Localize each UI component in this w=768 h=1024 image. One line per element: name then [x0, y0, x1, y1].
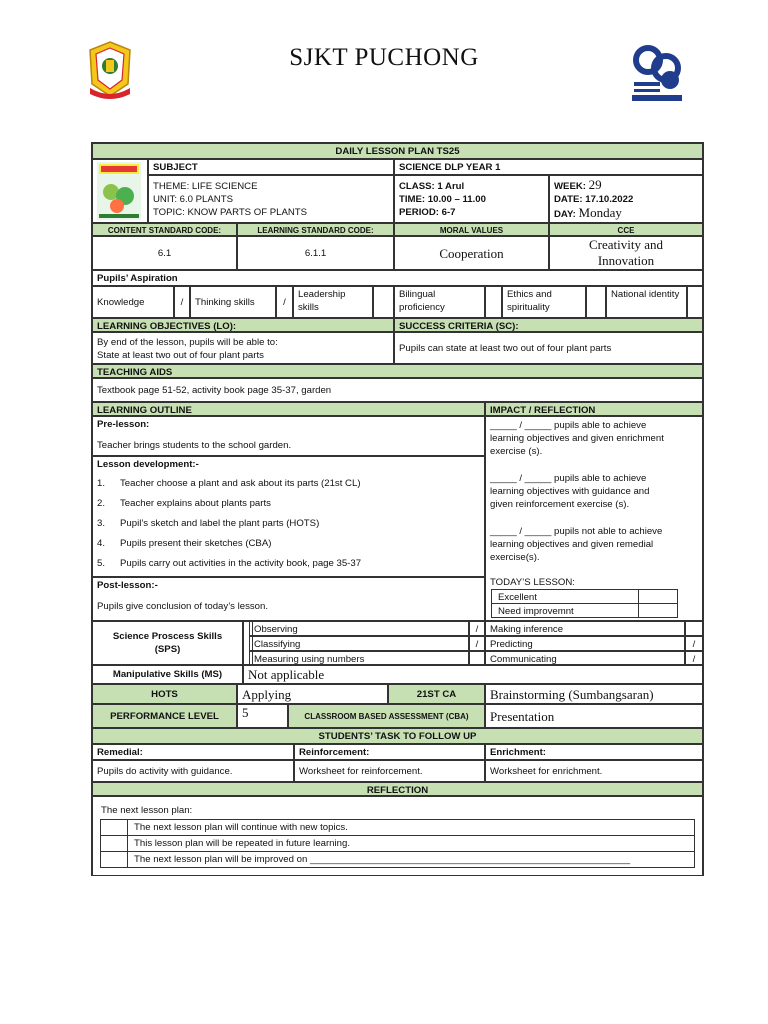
aspiration-ethics: Ethics and spirituality	[502, 286, 586, 318]
lesson-step: 5. Pupils carry out activities in the activity book, page 35-37	[97, 558, 362, 569]
post-lesson-text: Pupils give conclusion of today’s lesson.	[97, 601, 269, 612]
impact-row3-line2: learning objectives and given remedial	[490, 539, 654, 550]
sps-label-line1: Science Proscess Skills	[112, 631, 223, 642]
aspiration-thinking-mark: /	[276, 286, 293, 318]
lesson-step: 2. Teacher explains about plants parts	[97, 498, 271, 509]
pre-lesson-label: Pre-lesson:	[97, 419, 150, 430]
reflection-option-continue: The next lesson plan will continue with new topics.	[127, 819, 695, 836]
cce-value-line1: Creativity and	[588, 237, 663, 252]
reflection-label: REFLECTION	[92, 782, 703, 796]
impact-row3-line3: exercise(s).	[490, 552, 540, 563]
ca-value: Brainstorming (Sumbangsaran)	[485, 684, 703, 704]
sps-measuring-mark	[469, 651, 485, 665]
lesson-step: 1. Teacher choose a plant and ask about its parts (21st CL)	[97, 478, 361, 489]
sps-predicting-mark: /	[685, 636, 703, 651]
impact-reflection-label: IMPACT / REFLECTION	[485, 402, 703, 416]
sps-classifying-mark: /	[469, 636, 485, 651]
moral-value: Cooperation	[394, 236, 549, 270]
learning-standard-value: 6.1.1	[237, 236, 394, 270]
teaching-aids-label: TEACHING AIDS	[92, 364, 703, 378]
aspiration-knowledge: Knowledge	[92, 286, 174, 318]
moral-values-label: MORAL VALUES	[394, 223, 549, 236]
enrichment-text: Worksheet for enrichment.	[485, 760, 703, 782]
learning-standard-label: LEARNING STANDARD CODE:	[237, 223, 394, 236]
theme-unit-topic	[148, 175, 394, 223]
lesson-steps	[97, 477, 480, 577]
sps-making-inference: Making inference	[485, 621, 685, 636]
reinforcement-label: Reinforcement:	[294, 744, 485, 760]
aspiration-leadership: Leadership skills	[293, 286, 373, 318]
reflection-intro: The next lesson plan:	[101, 805, 193, 816]
sps-communicating-mark: /	[685, 651, 703, 665]
lesson-step: 4. Pupils present their sketches (CBA)	[97, 538, 272, 549]
sps-communicating: Communicating	[485, 651, 685, 665]
performance-level-value: 5	[237, 704, 288, 728]
lesson-development-section	[92, 456, 485, 577]
impact-row1-line3: exercise (s).	[490, 446, 543, 457]
impact-row1-line2: learning objectives and given enrichment	[490, 433, 664, 444]
cba-label: CLASSROOM BASED ASSESSMENT (CBA)	[288, 704, 485, 728]
sps-making-inference-mark	[685, 621, 703, 636]
performance-level-label: PERFORMANCE LEVEL	[92, 704, 237, 728]
lo-label: LEARNING OBJECTIVES (LO):	[92, 318, 394, 332]
ca-label: 21ST CA	[388, 684, 485, 704]
cba-value: Presentation	[485, 704, 703, 728]
sps-observing-mark: /	[469, 621, 485, 636]
ms-value: Not applicable	[243, 665, 703, 684]
impact-row3: _____ / _____ pupils not able to achieve	[490, 526, 663, 537]
students-task-label: STUDENTS’ TASK TO FOLLOW UP	[92, 728, 703, 744]
unit: UNIT: 6.0 PLANTS	[153, 194, 233, 205]
week-label: WEEK:	[554, 181, 586, 192]
enrichment-label: Enrichment:	[485, 744, 703, 760]
reflection-option-checkbox[interactable]	[100, 819, 128, 836]
learning-outline-label: LEARNING OUTLINE	[92, 402, 485, 416]
sps-label-line2: (SPS)	[154, 644, 181, 655]
aspiration-bilingual: Bilingual proficiency	[394, 286, 485, 318]
lo-line2: State at least two out of four plant parts	[97, 350, 264, 361]
topic: TOPIC: KNOW PARTS OF PLANTS	[153, 207, 308, 218]
sps-predicting: Predicting	[485, 636, 685, 651]
aspiration-national-mark	[687, 286, 703, 318]
aspiration-knowledge-mark: /	[174, 286, 190, 318]
remedial-text: Pupils do activity with guidance.	[92, 760, 294, 782]
lesson-development-label: Lesson development:-	[97, 459, 199, 470]
aspiration-national: National identity	[606, 286, 687, 318]
lesson-plan-table	[91, 142, 704, 876]
pre-lesson-text: Teacher brings students to the school garden.	[97, 440, 292, 451]
theme: THEME: LIFE SCIENCE	[153, 181, 258, 192]
cce-value-line2: Innovation	[597, 253, 655, 268]
hots-value: Applying	[237, 684, 388, 704]
time: TIME: 10.00 – 11.00	[399, 194, 486, 205]
date: DATE: 17.10.2022	[554, 194, 634, 205]
lo-line1: By end of the lesson, pupils will be able to:	[97, 337, 278, 348]
period: PERIOD: 6-7	[399, 207, 456, 218]
todays-lesson-label: TODAY’S LESSON:	[490, 577, 575, 588]
rating-need-improvement: Need improvemnt	[491, 603, 639, 618]
rating-excellent: Excellent	[491, 589, 639, 604]
sps-classifying: Classifying	[249, 636, 469, 651]
reflection-option-repeat: This lesson plan will be repeated in future learning.	[127, 835, 695, 852]
reflection-option-improve: The next lesson plan will be improved on ____________________________________________________________	[127, 851, 695, 868]
school-logo-right	[630, 44, 684, 102]
subject-value: SCIENCE DLP YEAR 1	[394, 159, 703, 175]
post-lesson-section	[92, 577, 485, 621]
aspiration-leadership-mark	[373, 286, 394, 318]
content-standard-value: 6.1	[92, 236, 237, 270]
lesson-step: 3. Pupil’s sketch and label the plant parts (HOTS)	[97, 518, 320, 529]
sc-label: SUCCESS CRITERIA (SC):	[394, 318, 703, 332]
impact-row1: _____ / _____ pupils able to achieve	[490, 420, 647, 431]
aspiration-bilingual-mark	[485, 286, 502, 318]
sc-text: Pupils can state at least two out of four plant parts	[394, 332, 703, 364]
ms-label: Manipulative Skills (MS)	[92, 665, 243, 684]
remedial-label: Remedial:	[92, 744, 294, 760]
content-standard-label: CONTENT STANDARD CODE:	[92, 223, 237, 236]
teaching-aids-text: Textbook page 51-52, activity book page 35-37, garden	[92, 378, 703, 402]
rating-excellent-box[interactable]	[638, 589, 678, 604]
school-name: SJKT PUCHONG	[289, 44, 479, 71]
impact-row2: _____ / _____ pupils able to achieve	[490, 473, 647, 484]
reflection-option-checkbox[interactable]	[100, 851, 128, 868]
reinforcement-text: Worksheet for reinforcement.	[294, 760, 485, 782]
week-value: 29	[588, 177, 602, 192]
cce-value	[549, 236, 703, 270]
pre-lesson-section	[92, 416, 485, 456]
class-time-period	[394, 175, 549, 223]
subject-label: SUBJECT	[148, 159, 394, 175]
aspiration-ethics-mark	[586, 286, 606, 318]
plan-title: DAILY LESSON PLAN TS25	[92, 143, 703, 159]
sps-observing: Observing	[249, 621, 469, 636]
reflection-option-checkbox[interactable]	[100, 835, 128, 852]
rating-need-improvement-box[interactable]	[638, 603, 678, 618]
aspiration-thinking: Thinking skills	[190, 286, 276, 318]
textbook-cover-image	[92, 159, 148, 223]
week-date-day	[549, 175, 703, 223]
cce-label: CCE	[549, 223, 703, 236]
impact-row2-line3: given reinforcement exercise (s).	[490, 499, 630, 510]
class: CLASS: 1 Arul	[399, 181, 465, 192]
lo-text	[92, 332, 394, 364]
aspiration-label: Pupils’ Aspiration	[92, 270, 703, 286]
sps-label	[92, 621, 243, 665]
impact-row2-line2: learning objectives with guidance and	[490, 486, 650, 497]
sps-measuring: Measuring using numbers	[249, 651, 469, 665]
hots-label: HOTS	[92, 684, 237, 704]
post-lesson-label: Post-lesson:-	[97, 580, 158, 591]
day-value: Monday	[578, 205, 622, 220]
day-label: DAY:	[554, 209, 576, 220]
